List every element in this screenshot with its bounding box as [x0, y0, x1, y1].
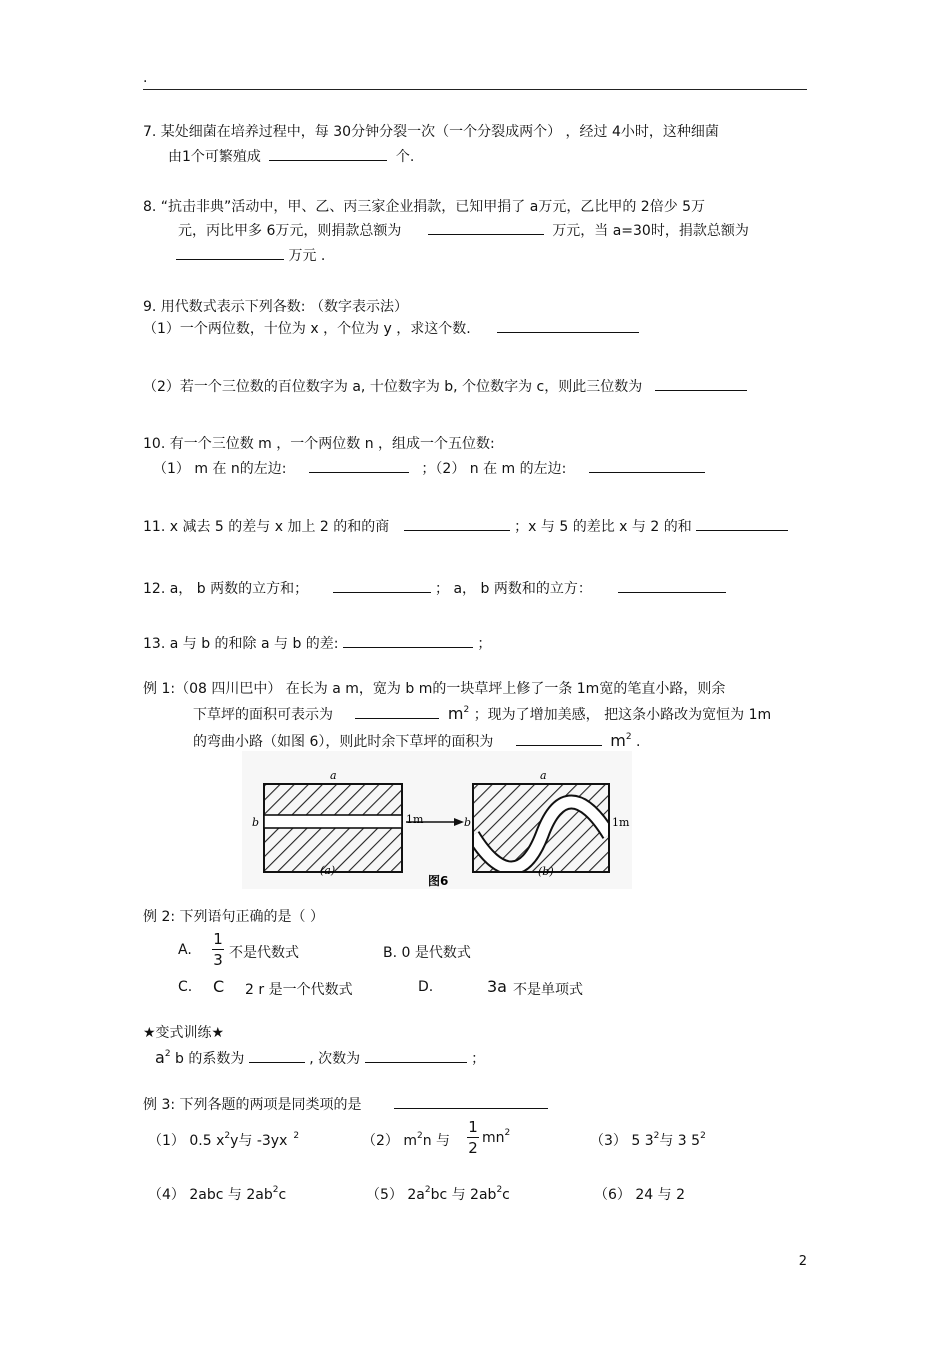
ex3-item-5 [366, 1184, 510, 1204]
q11-a: 11. x 减去 5 的差与 x 加上 2 的和的商 [143, 519, 390, 535]
variant-line [155, 1048, 485, 1068]
q8-blank-1 [428, 220, 544, 235]
ex2-C-label: C. [178, 979, 193, 995]
ex1-line2-b: ；现为了增加美感， 把这条小路改为宽恒为 1m [473, 707, 772, 723]
header-rule [143, 89, 807, 90]
ex3-item-3-b: 与 3 5 [659, 1133, 701, 1149]
figure-right-label-1m: 1m [612, 816, 630, 829]
ex3-item-4-a: （4） 2abc 与 2ab [148, 1187, 273, 1203]
q9-part2-text: （2）若一个三位数的百位数字为 a, 十位数字为 b, 个位数字为 c，则此三位数为 [143, 379, 643, 395]
figure-number: 图6 [428, 874, 449, 888]
ex2-A-label: A. [178, 942, 192, 958]
q7-blank [269, 146, 387, 161]
ex1-line1: 例 1:（08 四川巴中） 在长为 a m，宽为 b m的一块草坪上修了一条 1m宽的笔直小路，则余 [143, 681, 726, 697]
ex3-item-3-exp: 2 [653, 1131, 660, 1141]
q9-part2 [143, 376, 747, 396]
figure-right-label-a: a [540, 769, 547, 782]
ex2-D-text: 不是单项式 [513, 982, 583, 998]
ex3-item-3 [590, 1130, 706, 1150]
figure-6 [242, 751, 632, 889]
q11-line [143, 516, 788, 536]
ex3-title-line [143, 1094, 548, 1114]
q10-blank-2 [589, 458, 705, 473]
q11-blank-2 [696, 516, 788, 531]
q12-line [143, 578, 726, 598]
variant-title: ★变式训练★ [143, 1025, 225, 1041]
ex3-item-2-fraction [467, 1118, 479, 1157]
q13-line [143, 633, 491, 653]
q13-blank [343, 633, 473, 648]
ex1-unit-2: m [610, 731, 626, 750]
variant-blank-1 [249, 1048, 305, 1063]
figure-left-label-1m: 1m [406, 813, 424, 826]
variant-d: ； [471, 1051, 486, 1067]
ex3-item-2-c: mn [482, 1130, 505, 1146]
ex1-line3 [193, 731, 641, 751]
page-number: 2 [798, 1254, 807, 1269]
ex2-A-den: 3 [213, 951, 223, 969]
q7-line2-b: 个. [395, 149, 415, 165]
variant-blank-2 [365, 1048, 467, 1063]
q12-blank-1 [333, 578, 431, 593]
figure-right-label-b: b [464, 816, 472, 829]
ex2-A-num: 1 [213, 930, 223, 948]
figure-caption-b: (b) [538, 865, 554, 878]
q9-blank-1 [497, 318, 639, 333]
q13-a: 13. a 与 b 的和除 a 与 b 的差: [143, 636, 339, 652]
figure-6-drawing [242, 751, 632, 889]
ex3-item-5-c: c [502, 1187, 510, 1203]
figure-caption-a: (a) [320, 864, 336, 877]
q8-line3-b: 万元 . [288, 248, 326, 264]
ex2-C-symbol: C [213, 977, 225, 996]
ex3-item-1 [148, 1130, 299, 1150]
ex1-unit-1: m [447, 704, 464, 723]
ex2-A-fraction [212, 930, 224, 969]
ex2-B: B. 0 是代数式 [383, 945, 471, 961]
figure-straight-path [264, 815, 402, 828]
header-dot: . [143, 70, 148, 86]
q8-line2-a: 元，丙比甲多 6万元，则捐款总额为 [178, 223, 402, 239]
ex3-item-1-exp2: 2 [293, 1131, 300, 1141]
ex1-line2-a: 下草坪的面积可表示为 [193, 707, 333, 723]
ex3-item-3-exp2: 2 [700, 1131, 706, 1141]
ex1-unit-1-exp: 2 [463, 705, 470, 715]
ex2-A-text: 不是代数式 [229, 945, 299, 961]
ex1-dot: . [636, 734, 641, 750]
ex3-item-4 [148, 1184, 286, 1204]
variant-a: a [155, 1048, 165, 1067]
ex3-item-2-den: 2 [468, 1139, 478, 1157]
q12-b: ； a， b 两数和的立方： [435, 581, 592, 597]
q10-part2: ；（2） n 在 m 的左边: [421, 461, 567, 477]
ex3-item-1-a: （1） 0.5 x [148, 1133, 225, 1149]
ex3-item-1-exp: 2 [224, 1131, 231, 1141]
q11-blank-1 [404, 516, 510, 531]
ex3-item-5-b: bc 与 2ab [430, 1187, 497, 1203]
variant-b: b 的系数为 [175, 1051, 245, 1067]
q8-blank-2 [176, 245, 284, 260]
ex3-item-3-a: （3） 5 3 [590, 1133, 654, 1149]
q12-a: 12. a， b 两数的立方和； [143, 581, 309, 597]
figure-left-label-a: a [330, 769, 337, 782]
figure-arrow-head [454, 818, 464, 826]
ex3-item-6: （6） 24 与 2 [594, 1187, 685, 1203]
ex3-item-1-b: y与 -3yx [230, 1133, 288, 1149]
q11-b: ；x 与 5 的差比 x 与 2 的和 [514, 519, 692, 535]
q8-line1: 8. “抗击非典”活动中，甲、乙、丙三家企业捐款，已知甲捐了 a万元，乙比甲的 2倍少 5万 [143, 199, 706, 215]
ex1-blank-2 [516, 731, 602, 746]
ex3-item-2-a: （2） m [362, 1133, 417, 1149]
ex3-item-2-num: 1 [468, 1118, 478, 1136]
q7-line2-a: 由1个可繁殖成 [168, 149, 261, 165]
ex1-unit-2-exp: 2 [625, 732, 632, 742]
ex2-C-text: 2 r 是一个代数式 [245, 982, 353, 998]
q8-line3 [176, 245, 325, 265]
q13-b: ； [477, 636, 492, 652]
ex3-blank [394, 1094, 548, 1109]
q9-blank-2 [655, 376, 747, 391]
ex1-line3-a: 的弯曲小路（如图 6），则此时余下草坪的面积为 [193, 734, 494, 750]
ex3-item-5-exp2: 2 [496, 1185, 503, 1195]
ex1-line2 [193, 704, 771, 724]
variant-c: , 次数为 [309, 1051, 361, 1067]
ex1-blank-1 [355, 704, 439, 719]
ex3-item-4-exp: 2 [272, 1185, 279, 1195]
ex3-item-2-b: n 与 [422, 1133, 451, 1149]
q9-title: 9. 用代数式表示下列各数: （数字表示法） [143, 299, 408, 315]
ex2-title: 例 2: 下列语句正确的是（ ） [143, 909, 324, 925]
ex3-item-2 [362, 1130, 450, 1150]
q10-title: 10. 有一个三位数 m ，一个两位数 n ，组成一个五位数: [143, 436, 495, 452]
ex3-item-2-exp: 2 [417, 1131, 423, 1141]
ex2-D-expr: 3a [487, 977, 507, 996]
q10-parts [153, 458, 705, 478]
q12-blank-2 [618, 578, 726, 593]
ex3-item-4-b: c [278, 1187, 287, 1203]
ex3-title: 例 3: 下列各题的两项是同类项的是 [143, 1097, 362, 1113]
ex3-item-2-tail [482, 1130, 510, 1146]
q10-part1: （1） m 在 n的左边: [153, 461, 287, 477]
ex3-item-5-a: （5） 2a [366, 1187, 425, 1203]
figure-left-label-b: b [252, 816, 260, 829]
q10-blank-1 [309, 458, 409, 473]
q7-line1: 7. 某处细菌在培养过程中，每 30分钟分裂一次（一个分裂成两个） ，经过 4小时，这种细菌 [143, 124, 719, 140]
ex3-item-2-exp2: 2 [504, 1128, 511, 1138]
q7-line2 [168, 146, 414, 166]
ex3-item-5-exp: 2 [424, 1185, 431, 1195]
q9-part1-text: （1）一个两位数，十位为 x ，个位为 y ，求这个数. [143, 321, 471, 337]
q8-line2-b: 万元，当 a=30时，捐款总额为 [552, 223, 749, 239]
variant-exp: 2 [164, 1049, 171, 1059]
q8-line2 [178, 220, 749, 240]
q9-part1 [143, 318, 639, 338]
ex2-D-label: D. [418, 979, 434, 995]
